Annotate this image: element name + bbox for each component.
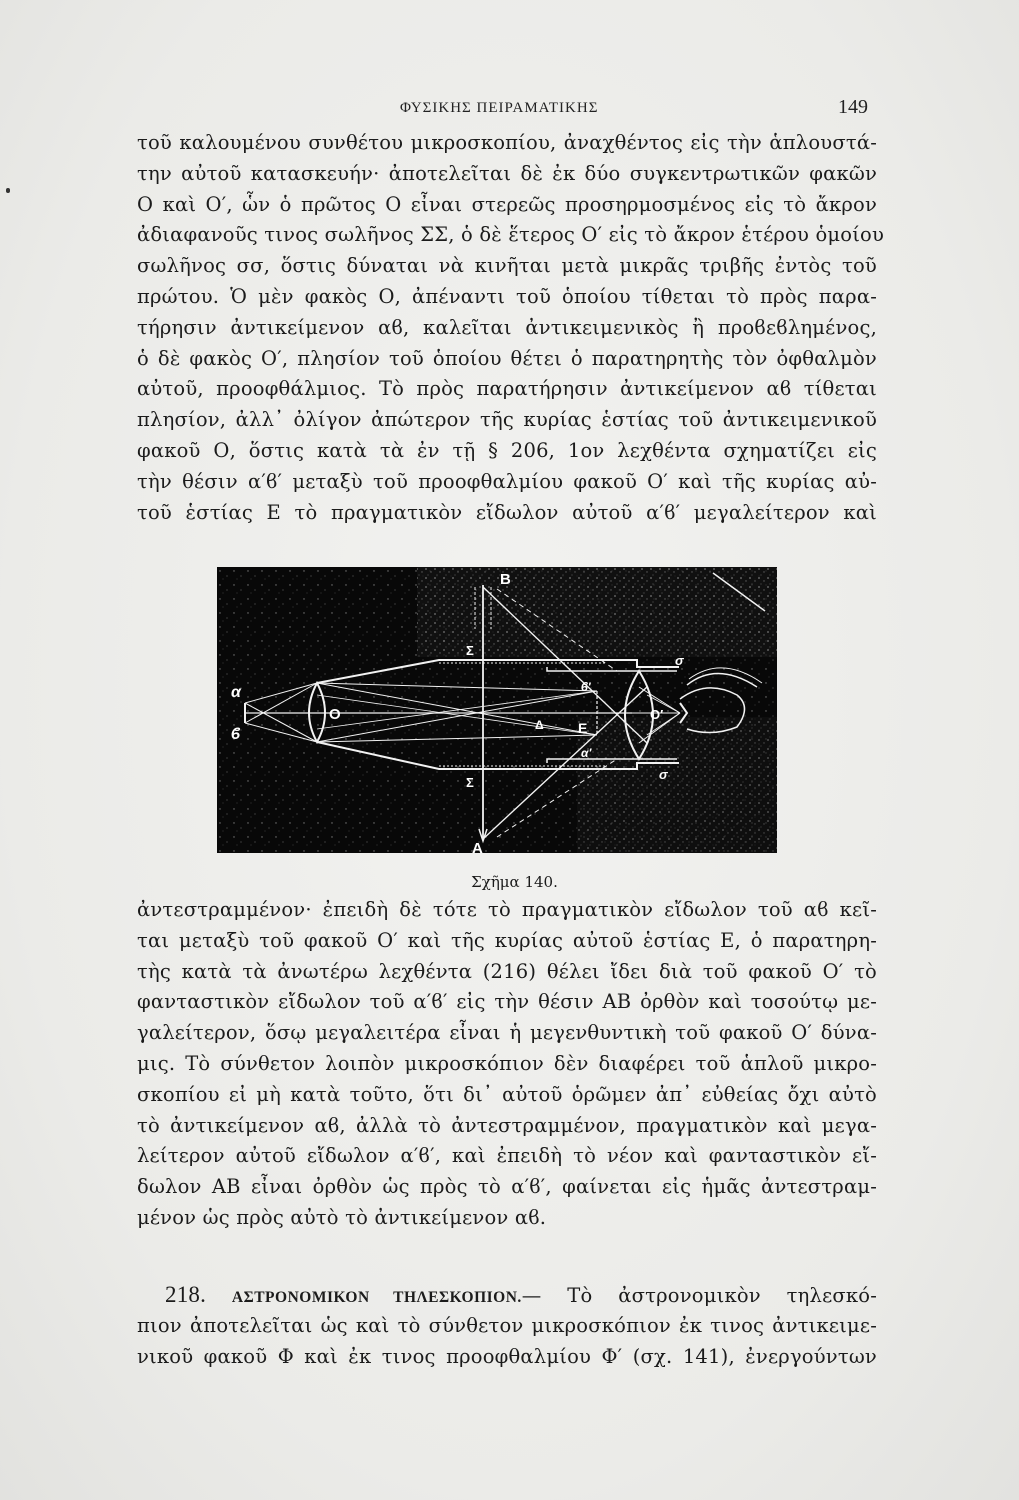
text-line: τὸ ἀντικείμενον αϐ, ἀλλὰ τὸ ἀντεστραμμένον, πραγματικὸν καὶ μεγα- — [137, 1113, 877, 1137]
margin-speck — [6, 188, 10, 193]
label-center-mark: Δ — [535, 718, 544, 732]
text-line: ται μεταξὺ τοῦ φακοῦ Ο′ καὶ τῆς κυρίας αὐτοῦ ἑστίας Ε, ὁ παρατηρη- — [137, 928, 877, 952]
running-head — [0, 96, 1019, 124]
section-first-line-text: — Τὸ ἀστρονομικὸν τηλεσκό- — [521, 1284, 878, 1307]
text-line: φακοῦ Ο, ὅστις κατὰ τὰ ἐν τῇ § 206, 1ον λεχθέντα σχηματίζει εἰς — [137, 438, 877, 462]
label-drawtube-top: σ — [675, 653, 684, 668]
figure-140-compound-microscope — [217, 567, 777, 853]
text-line: πιον ἀποτελεῖται ὡς καὶ τὸ σύνθετον μικροσκόπιον ἐκ τινος ἀντικειμε- — [137, 1313, 877, 1337]
figure-caption: Σχῆμα 140. — [471, 873, 558, 891]
text-line: λείτερον αὐτοῦ εἴδωλον α′ϐ′, καὶ ἐπειδὴ τὸ νέον καὶ φανταστικὸν εἴ- — [137, 1144, 877, 1168]
text-line: πλησίον, ἀλλ᾽ ὀλίγον ἀπώτερον τῆς κυρίας ἑστίας τοῦ ἀντικειμενικοῦ — [137, 408, 877, 432]
text-line: σωλῆνος σσ, ὅστις δύναται νὰ κινῆται μετὰ μικρᾶς τριβῆς ἐντὸς τοῦ — [137, 254, 877, 278]
text-line: ὁ δὲ φακὸς Ο′, πλησίον τοῦ ὁποίου θέτει ὁ παρατηρητὴς τὸν ὀφθαλμὸν — [137, 346, 877, 370]
section-number: 218. — [165, 1282, 207, 1307]
text-line: σκοπίου εἰ μὴ κατὰ τοῦτο, ὅτι δι᾽ αὐτοῦ ὁρῶμεν ἀπ᾽ εὐθείας ὄχι αὐτὸ — [137, 1082, 877, 1106]
microscope-diagram — [217, 567, 777, 853]
label-object-top: α — [231, 684, 241, 701]
text-line: πρώτου. Ὁ μὲν φακὸς Ο, ἀπέναντι τοῦ ὁποίου τίθεται τὸ πρὸς παρα- — [137, 284, 877, 308]
label-real-image-bottom: α′ — [581, 746, 592, 760]
section-title: ΑΣΤΡΟΝΟΜΙΚΟΝ ΤΗΛΕΣΚΟΠΙΟΝ. — [231, 1289, 522, 1306]
page-number: 149 — [838, 96, 868, 118]
section-218 — [137, 1280, 877, 1372]
text-line: φανταστικὸν εἴδωλον τοῦ α′ϐ′ εἰς τὴν θέσιν ΑΒ ὀρθὸν καὶ τοσούτῳ με- — [137, 990, 877, 1014]
text-line: γαλείτερον, ὅσῳ μεγαλειτέρα εἶναι ἡ μεγενθυντικὴ τοῦ φακοῦ Ο′ δύνα- — [137, 1021, 877, 1045]
text-line: νικοῦ φακοῦ Φ καὶ ἐκ τινος προοφθαλμίου Φ′ (σχ. 141), ἐνεργούντων — [137, 1344, 877, 1368]
running-title: ΦΥΣΙΚΗΣ ΠΕΙΡΑΜΑΤΙΚΗΣ — [400, 100, 599, 116]
label-objective-lens: Ο — [329, 706, 341, 723]
label-object-bottom: ϐ — [231, 726, 241, 743]
text-line: μένον ὡς πρὸς αὐτὸ τὸ ἀντικείμενον αϐ. — [137, 1205, 547, 1229]
figure-noise-bottom — [577, 717, 777, 853]
label-tube-top: Σ — [466, 643, 474, 658]
text-line: ἀντεστραμμένον· ἐπειδὴ δὲ τότε τὸ πραγματικὸν εἴδωλον τοῦ αϐ κεῖ- — [137, 898, 877, 921]
label-image-top: B — [500, 571, 511, 588]
text-line: αὐτοῦ, προοφθάλμιος. Τὸ πρὸς παρατήρησιν ἀντικείμενον αϐ τίθεται — [137, 377, 877, 401]
text-line: τὴς κατὰ τὰ ἀνωτέρω λεχθέντα (216) θέλει ἴδει διὰ τοῦ φακοῦ Ο′ τὸ — [137, 959, 877, 983]
text-line: μις. Τὸ σύνθετον λοιπὸν μικροσκόπιον δὲν διαφέρει τοῦ ἁπλοῦ μικρο- — [137, 1051, 877, 1075]
section-heading-line — [137, 1280, 877, 1311]
text-line: τοῦ ἑστίας Ε τὸ πραγματικὸν εἴδωλον αὐτοῦ α′ϐ′ μεγαλείτερον καὶ — [137, 500, 877, 524]
label-image-bottom: A — [472, 840, 483, 853]
text-line: τοῦ καλουμένου συνθέτου μικροσκοπίου, ἀναχθέντος εἰς τὴν ἁπλουστά- — [137, 131, 877, 154]
label-focus: E — [578, 720, 588, 736]
label-eyepiece-lens: Ο′ — [650, 707, 664, 722]
label-tube-bottom: Σ — [466, 775, 474, 790]
label-drawtube-bottom: σ — [659, 767, 668, 782]
text-line: τὴν θέσιν α′ϐ′ μεταξὺ τοῦ προοφθαλμίου φακοῦ Ο′ καὶ τῆς κυρίας αὐ- — [137, 469, 877, 493]
text-line: τήρησιν ἀντικείμενον αϐ, καλεῖται ἀντικειμενικὸς ἢ προϐεϐλημένος, — [137, 315, 877, 339]
text-line: δωλον ΑΒ εἶναι ὀρθὸν ὡς πρὸς τὸ α′ϐ′, φαίνεται εἰς ἡμᾶς ἀντεστραμ- — [137, 1175, 877, 1199]
label-real-image-top: ϐ′ — [581, 680, 591, 694]
text-line: Ο καὶ Ο′, ὧν ὁ πρῶτος Ο εἶναι στερεῶς προσηρμοσμένος εἰς τὸ ἄκρον — [137, 192, 877, 216]
paragraph-1 — [137, 128, 885, 528]
text-line: την αὐτοῦ κατασκευήν· ἀποτελεῖται δὲ ἐκ δύο συγκεντρωτικῶν φακῶν — [137, 161, 877, 185]
text-line: ἀδιαφανοῦς τινος σωλῆνος ΣΣ, ὁ δὲ ἕτερος Ο′ εἰς τὸ ἄκρον ἑτέρου ὁμοίου — [137, 223, 885, 247]
paragraph-2 — [137, 895, 877, 1234]
